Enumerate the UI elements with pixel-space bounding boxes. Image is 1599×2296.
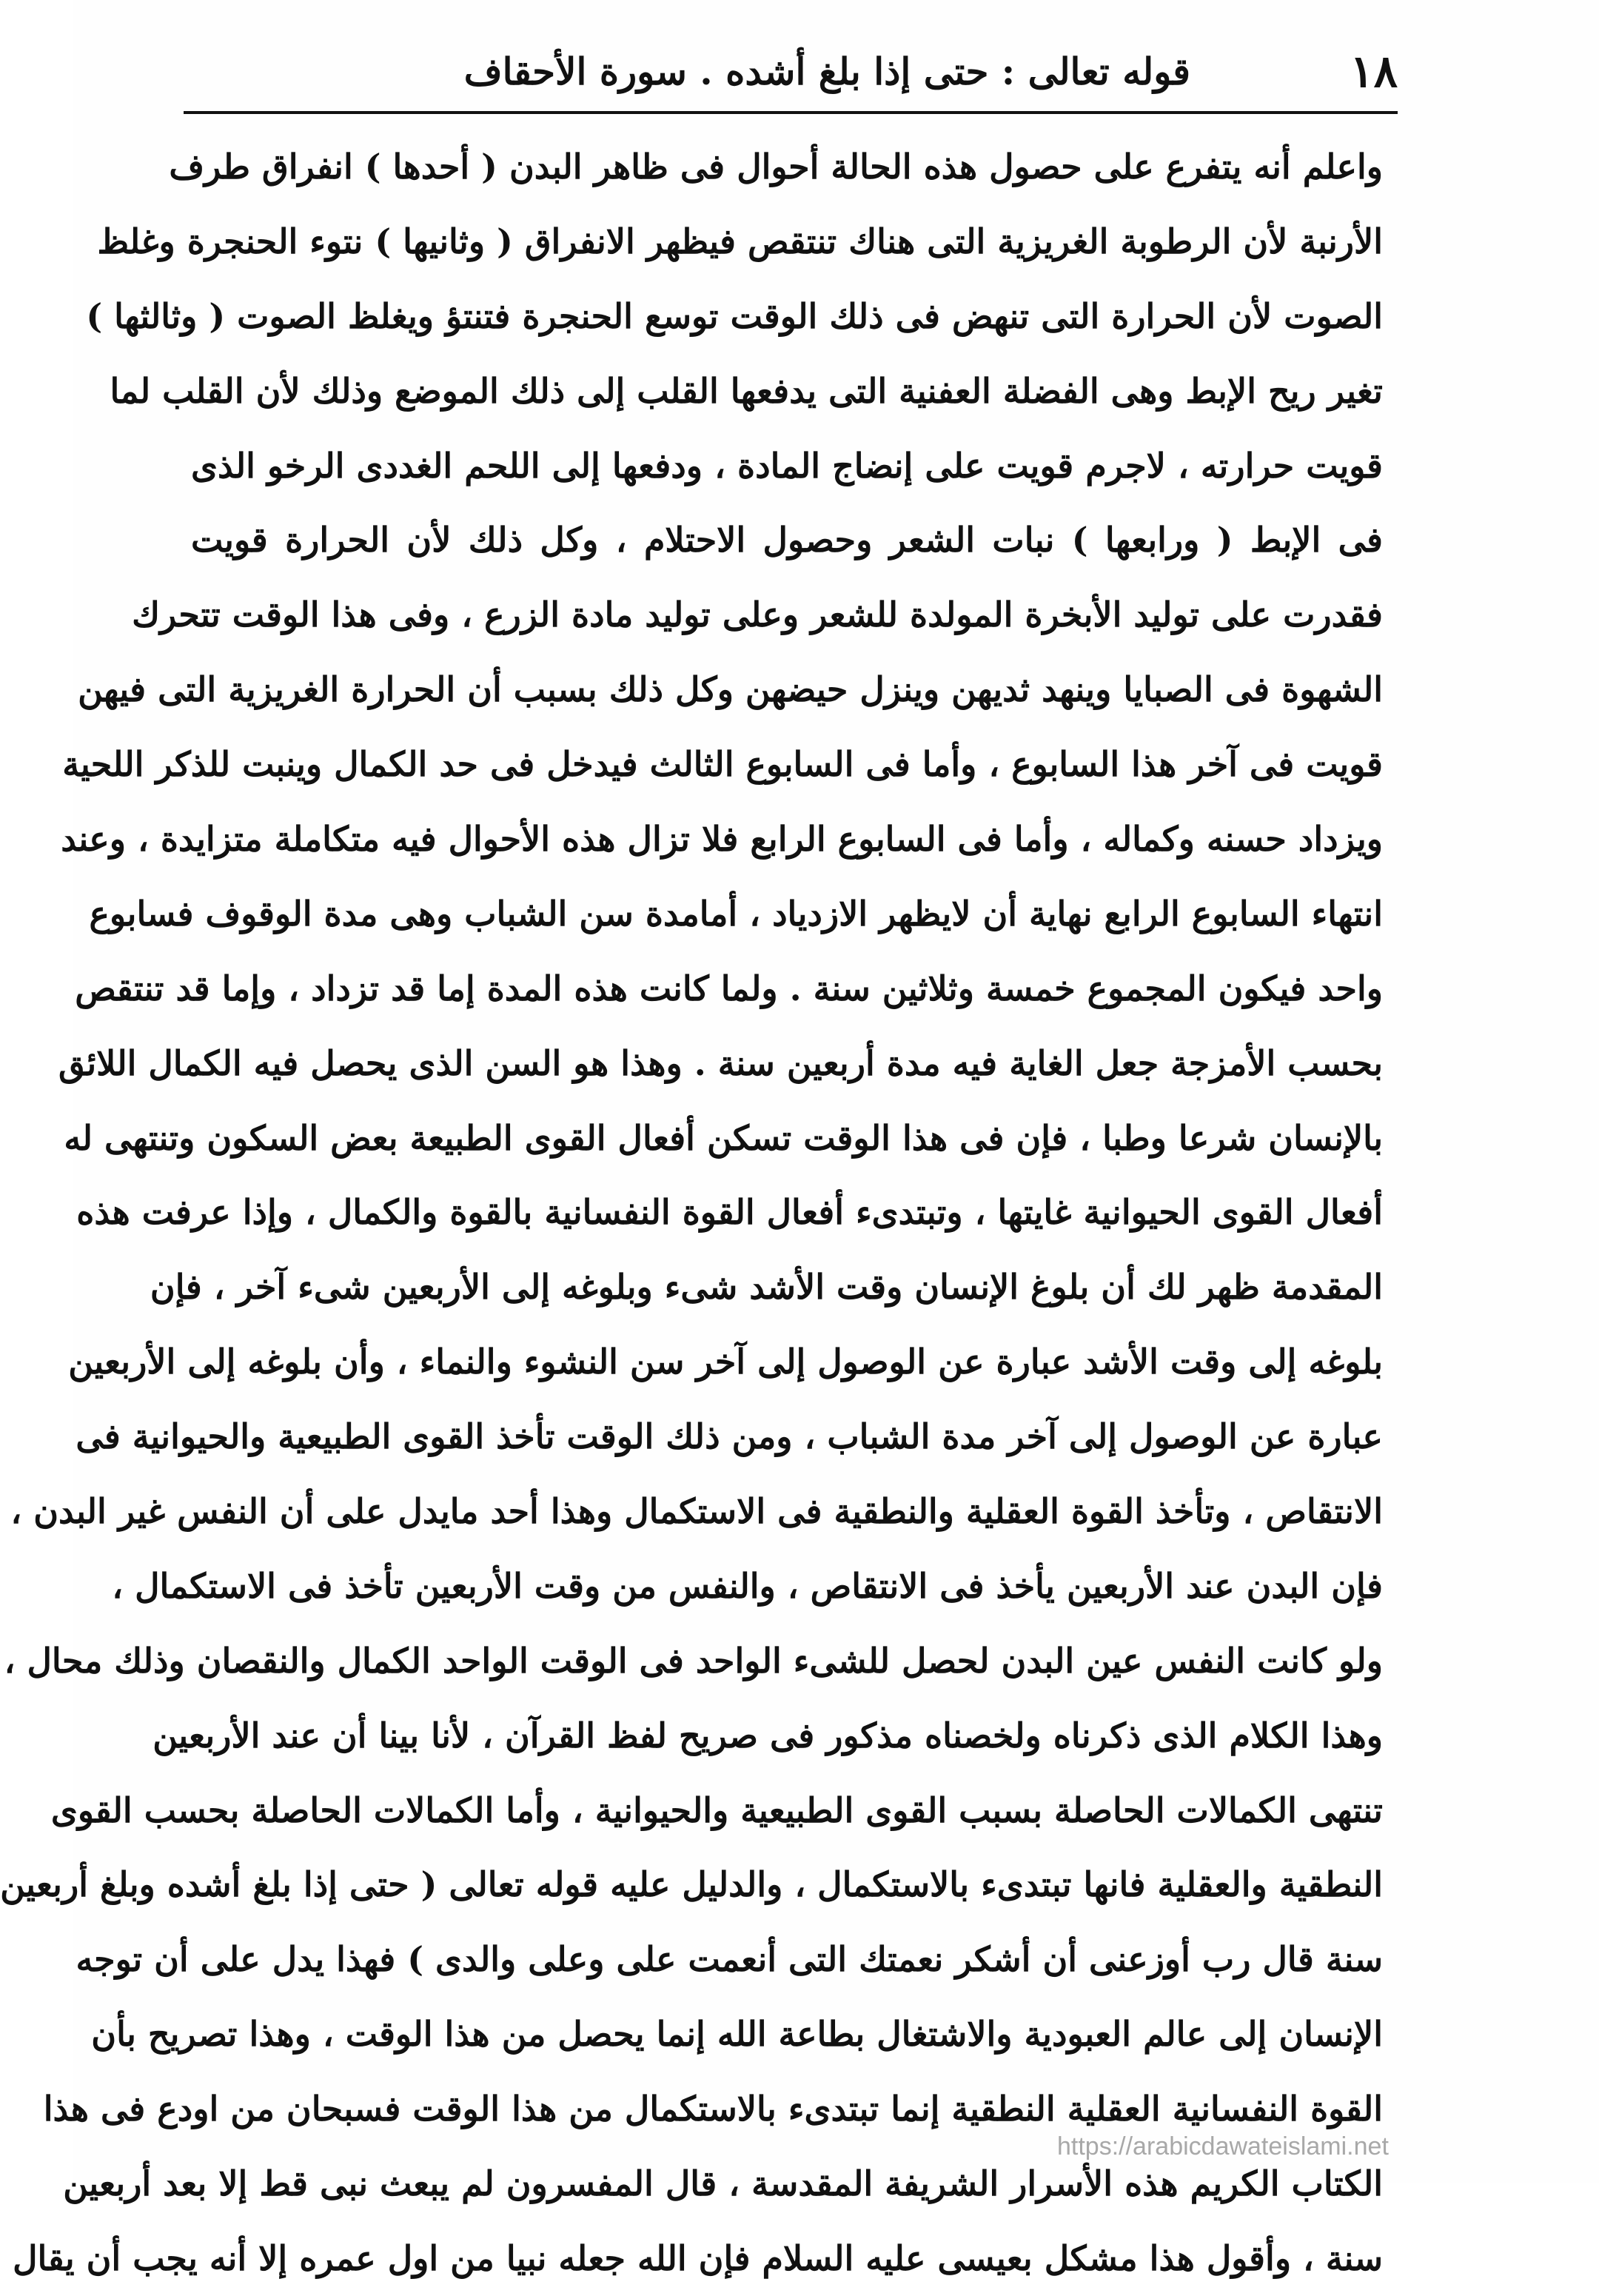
text-line: النطقية والعقلية فانها تبتدىء بالاستكمال ، والدليل عليه قوله تعالى ( حتى إذا بلغ أشده وبلغ أربعين [0,1864,1383,1905]
page-number: ١٨ [1350,46,1398,98]
watermark-url: https://arabicdawateislami.net [1057,2132,1389,2161]
body-text [0,130,1383,2296]
text-line: تنتهى الكمالات الحاصلة بسبب القوى الطبيعية والحيوانية ، وأما الكمالات الحاصلة بحسب القوى [50,1790,1383,1830]
text-line: فإن البدن عند الأربعين يأخذ فى الانتقاص ، والنفس من وقت الأربعين تأخذ فى الاستكمال ، [112,1565,1383,1606]
text-line: المقدمة ظهر لك أن بلوغ الإنسان وقت الأشد شىء وبلوغه إلى الأربعين شىء آخر ، فإن [150,1267,1383,1308]
text-line: الانتقاص ، وتأخذ القوة العقلية والنطقية فى الاستكمال وهذا أحد مايدل على أن النفس غير البدن ، [10,1491,1383,1532]
text-line: قويت حرارته ، لاجرم قويت على إنضاج المادة ، ودفعها إلى اللحم الغددى الرخو الذى [191,445,1383,486]
text-line: الصوت لأن الحرارة التى تنهض فى ذلك الوقت توسع الحنجرة فتنتؤ ويغلظ الصوت ( وثالثها ) [86,295,1383,336]
text-line: بحسب الأمزجة جعل الغاية فيه مدة أربعين سنة . وهذا هو السن الذى يحصل فيه الكمال اللائق [58,1042,1383,1083]
text-line: الكتاب الكريم هذه الأسرار الشريفة المقدسة ، قال المفسرون لم يبعث نبى قط إلا بعد أربعين [63,2163,1383,2204]
text-line: فقدرت على توليد الأبخرة المولدة للشعر وعلى توليد مادة الزرع ، وفى هذا الوقت تتحرك [132,595,1383,635]
text-line: قويت فى آخر هذا السابوع ، وأما فى السابوع الثالث فيدخل فى حد الكمال وينبت للذكر اللحية [62,744,1383,785]
text-line: انتهاء السابوع الرابع نهاية أن لايظهر الازدياد ، أمامدة سن الشباب وهى مدة الوقوف فسابوع [89,893,1383,934]
text-line: سنة قال رب أوزعنى أن أشكر نعمتك التى أنعمت على وعلى والدى ) فهذا يدل على أن توجه [76,1939,1383,1980]
text-line: بلوغه إلى وقت الأشد عبارة عن الوصول إلى آخر سن النشوء والنماء ، وأن بلوغه إلى الأربعين [68,1342,1383,1382]
text-line: القوة النفسانية العقلية النطقية إنما تبتدىء بالاستكمال من هذا الوقت فسبحان من اودع فى هذا [43,2089,1383,2129]
text-line: فى الإبط ( ورابعها ) نبات الشعر وحصول الاحتلام ، وكل ذلك لأن الحرارة قويت [191,520,1383,560]
text-line: واعلم أنه يتفرع على حصول هذه الحالة أحوال فى ظاهر البدن ( أحدها ) انفراق طرف [169,147,1383,187]
text-line: وهذا الكلام الذى ذكرناه ولخصناه مذكور فى صريح لفظ القرآن ، لأنا بينا أن عند الأربعين [152,1715,1383,1756]
running-head [184,39,1398,105]
text-line: واحد فيكون المجموع خمسة وثلاثين سنة . ولما كانت هذه المدة إما قد تزداد ، وإما قد تنتقص [75,968,1383,1008]
text-line: الأرنبة لأن الرطوبة الغريزية التى هناك تنتقص فيظهر الانفراق ( وثانيها ) نتوء الحنجرة وغلظ [97,221,1383,261]
text-line: عبارة عن الوصول إلى آخر مدة الشباب ، ومن ذلك الوقت تأخذ القوى الطبيعية والحيوانية فى [76,1416,1383,1457]
text-line: ويزداد حسنه وكماله ، وأما فى السابوع الرابع فلا تزال هذه الأحوال فيه متكاملة متزايدة ، وعند [61,819,1383,860]
text-line: أفعال القوى الحيوانية غايتها ، وتبتدىء أفعال القوة النفسانية بالقوة والكمال ، وإذا عرفت هذه [76,1192,1383,1233]
text-line: الشهوة فى الصبايا وينهد ثديهن وينزل حيضهن وكل ذلك بسبب أن الحرارة الغريزية التى فيهن [78,669,1383,710]
text-line: الإنسان إلى عالم العبودية والاشتغال بطاعة الله إنما يحصل من هذا الوقت ، وهذا تصريح بأن [91,2014,1383,2055]
text-line: ولو كانت النفس عين البدن لحصل للشىء الواحد فى الوقت الواحد الكمال والنقصان وذلك محال ، [4,1640,1383,1681]
header-rule [184,111,1398,114]
text-line: تغير ريح الإبط وهى الفضلة العفنية التى يدفعها القلب إلى ذلك الموضع وذلك لأن القلب لما [110,370,1383,411]
text-line: بالإنسان شرعا وطبا ، فإن فى هذا الوقت تسكن أفعال القوى الطبيعة بعض السكون وتنتهى له [64,1117,1383,1158]
running-title: قوله تعالى : حتى إذا بلغ أشده . سورة الأحقاف [463,50,1190,93]
text-line: سنة ، وأقول هذا مشكل بعيسى عليه السلام فإن الله جعله نبيا من اول عمره إلا أنه يجب أن يقال [13,2238,1383,2278]
